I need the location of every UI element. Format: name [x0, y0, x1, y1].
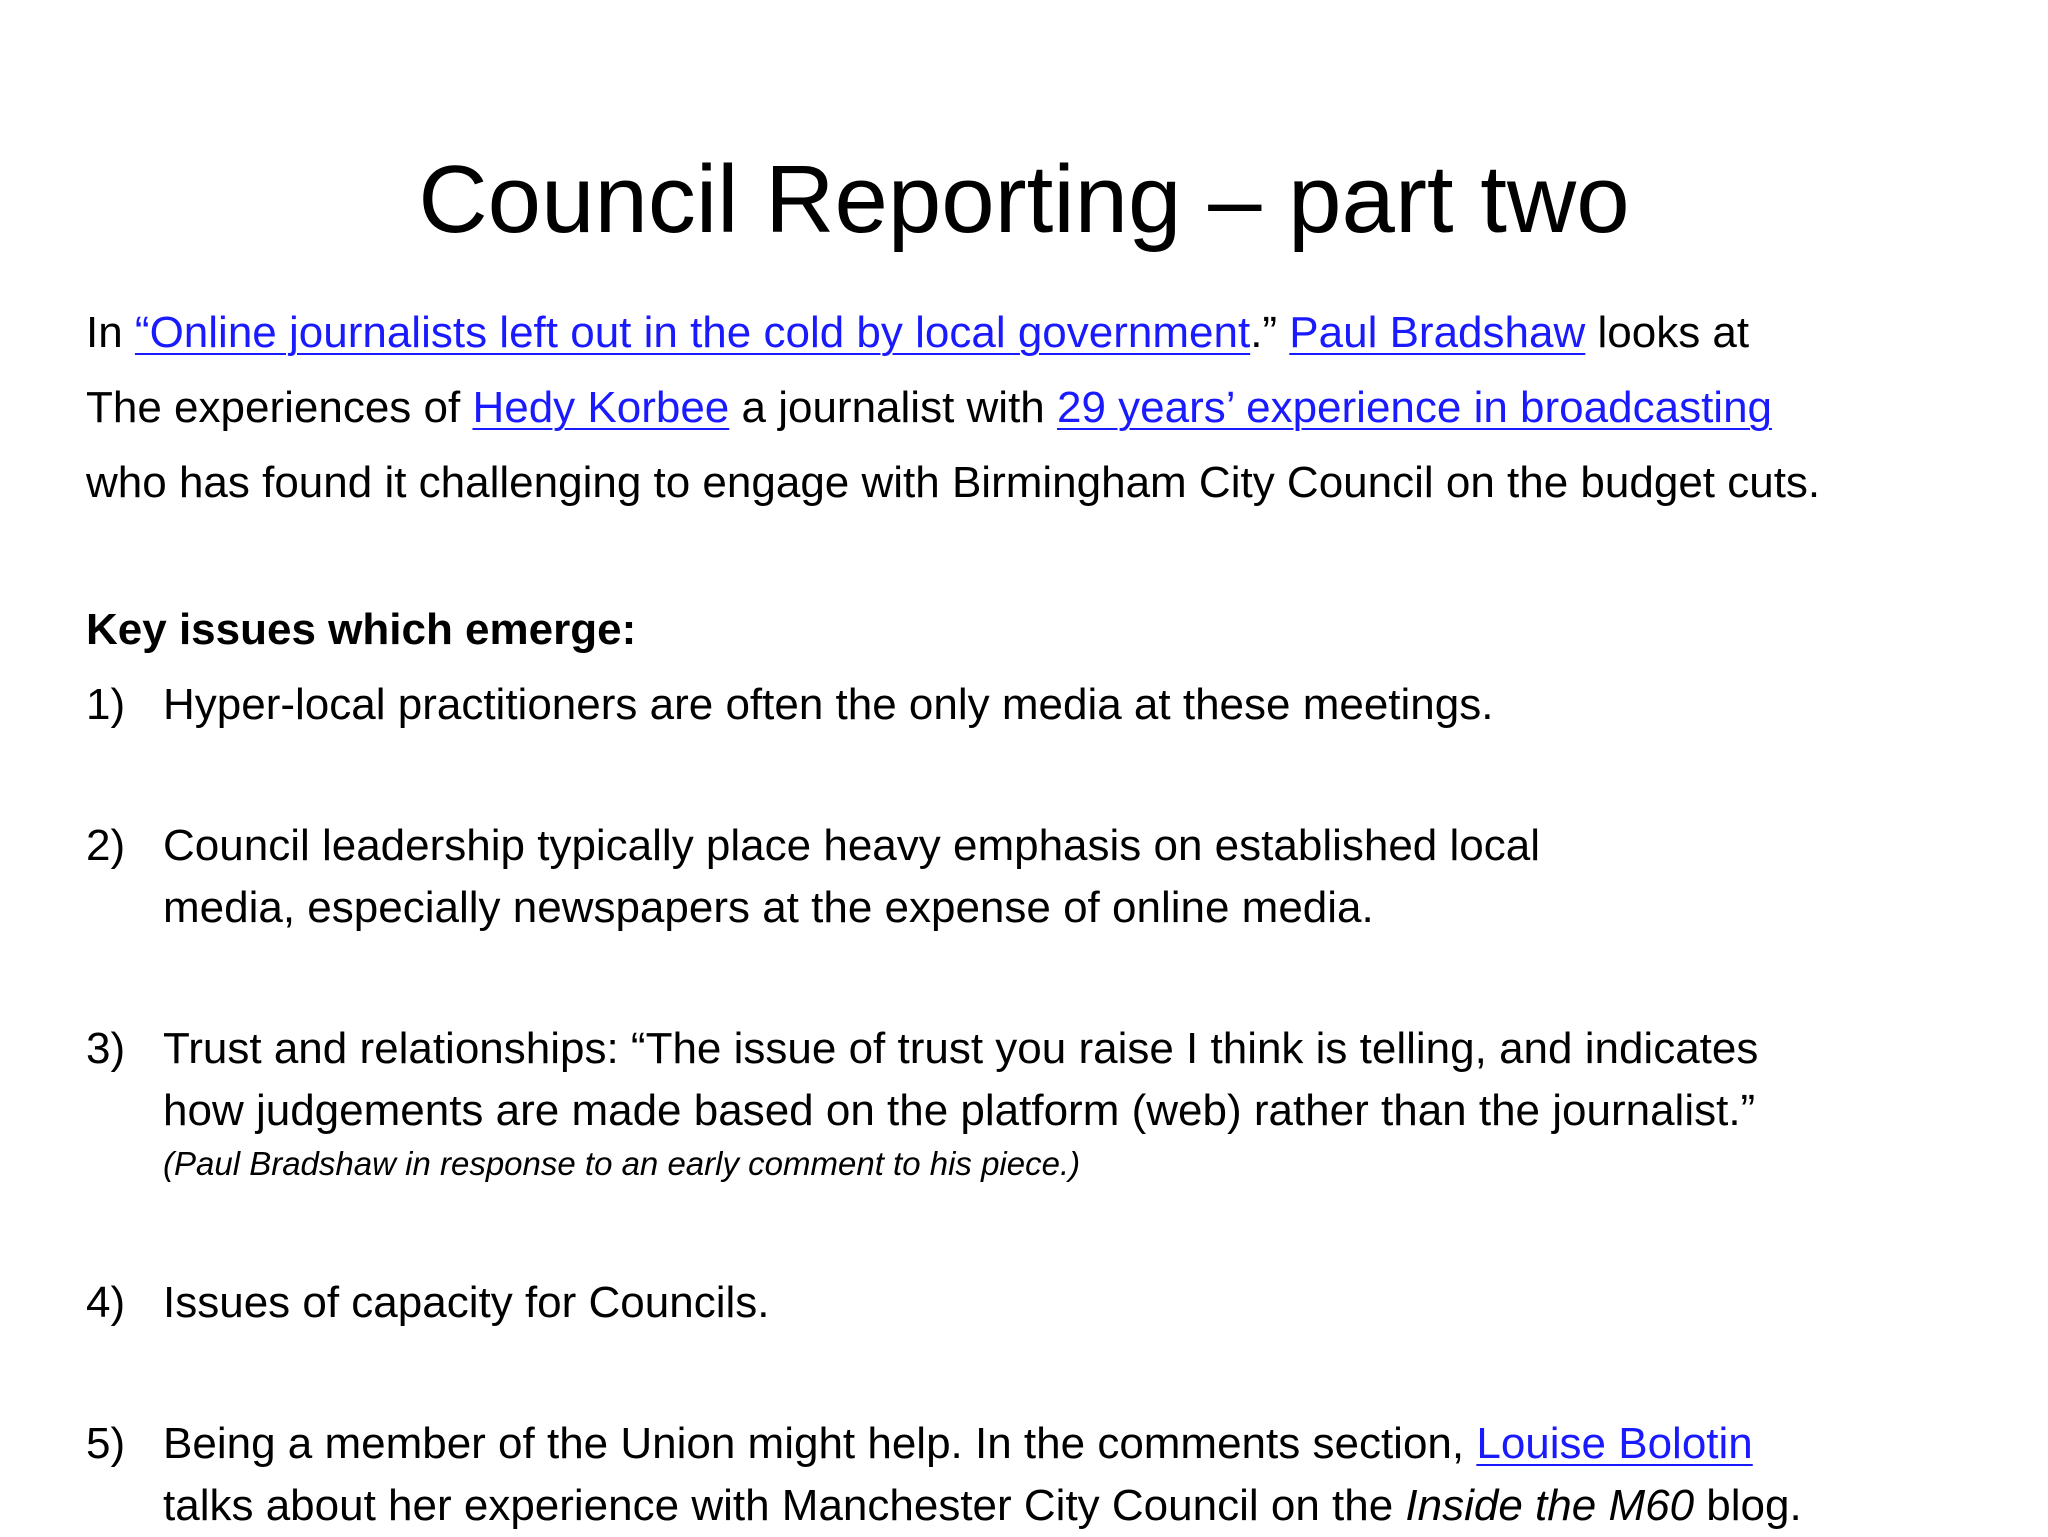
item-text: Being a member of the Union might help. In the comments section,	[163, 1419, 1477, 1468]
link-louise-bolotin[interactable]: Louise Bolotin	[1476, 1419, 1753, 1468]
link-broadcasting-experience[interactable]: 29 years’ experience in broadcasting	[1056, 383, 1773, 432]
item-text: Issues of capacity for Councils.	[163, 1278, 770, 1327]
item-number: 1)	[86, 680, 126, 729]
item-text-line-2	[163, 1475, 1986, 1537]
list-item-2	[86, 815, 1986, 939]
item-text: Trust and relationships: “The issue of trust you raise I think is telling, and indicates	[163, 1024, 1759, 1073]
intro-line-2	[86, 370, 2006, 445]
slide-title: Council Reporting – part two	[418, 146, 1630, 253]
intro-text: looks at	[1585, 308, 1750, 357]
list-item-3	[86, 1018, 1986, 1186]
intro-text: In	[86, 308, 135, 357]
item-text: blog.	[1694, 1481, 1802, 1530]
link-hedy-korbee[interactable]: Hedy Korbee	[472, 383, 730, 432]
list-item-5	[86, 1413, 1986, 1537]
item-number: 5)	[86, 1419, 126, 1468]
intro-text: a journalist with	[729, 383, 1057, 432]
list-item-4	[86, 1272, 1986, 1334]
intro-text: The experiences of	[86, 383, 473, 432]
item-text-line-1	[163, 1413, 1986, 1475]
list-item-1	[86, 674, 1986, 736]
item-text: Hyper-local practitioners are often the only media at these meetings.	[163, 680, 1494, 729]
intro-line-1	[86, 295, 2006, 370]
item-text: how judgements are made based on the platform (web) rather than the journalist.”	[163, 1086, 1756, 1135]
key-issues-heading: Key issues which emerge:	[86, 605, 637, 654]
quote-attribution: (Paul Bradshaw in response to an early comment to his piece.)	[163, 1145, 1081, 1182]
item-text: talks about her experience with Manchester City Council on the	[163, 1481, 1406, 1530]
item-text: Council leadership typically place heavy emphasis on established local	[163, 821, 1540, 870]
author-link-paul-bradshaw[interactable]: Paul Bradshaw	[1289, 308, 1586, 357]
item-text: media, especially newspapers at the expense of online media.	[163, 883, 1374, 932]
item-number: 2)	[86, 821, 126, 870]
blog-name: Inside the M60	[1405, 1481, 1695, 1530]
intro-line-3: who has found it challenging to engage with Birmingham City Council on the budget cuts.	[86, 458, 1821, 507]
intro-text: .”	[1250, 308, 1290, 357]
article-link[interactable]: “Online journalists left out in the cold by local government	[134, 308, 1251, 357]
item-number: 3)	[86, 1024, 126, 1073]
intro-paragraph	[86, 295, 2006, 520]
item-number: 4)	[86, 1278, 126, 1327]
